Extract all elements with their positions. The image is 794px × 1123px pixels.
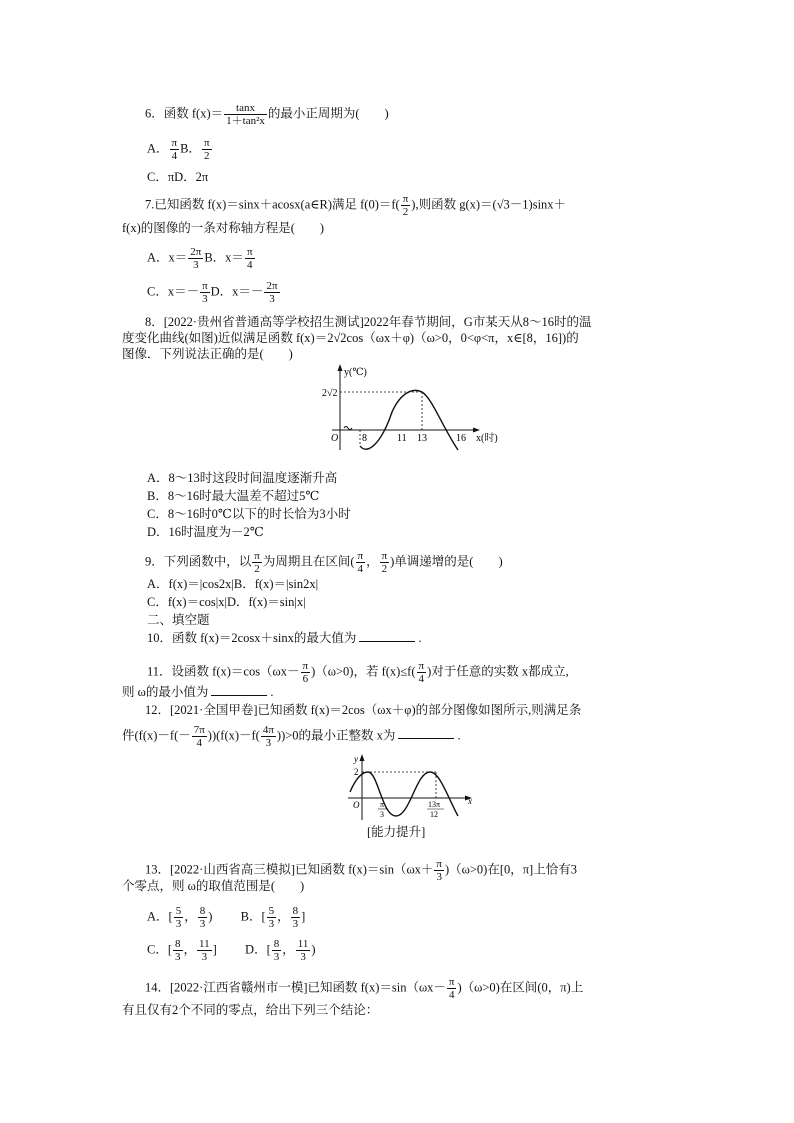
frac bbox=[291, 905, 301, 930]
q12-prefix: 件(f(x)－f(－ bbox=[122, 728, 191, 743]
y-axis-label: y(℃) bbox=[344, 367, 367, 378]
frac-den: 4 bbox=[357, 563, 364, 575]
q14-line1 bbox=[145, 976, 583, 1001]
q6-options-cd: C．πD．2π bbox=[147, 170, 209, 184]
frac-num: 8 bbox=[199, 905, 206, 917]
frac-num: 8 bbox=[273, 938, 280, 950]
q6-frac-num: tanx bbox=[224, 102, 267, 115]
q13-line2: 个零点，则 ω的取值范围是( ) bbox=[122, 879, 305, 893]
frac-den: 4 bbox=[448, 989, 455, 1001]
frac-num: 11 bbox=[297, 938, 309, 950]
cosine-curve bbox=[350, 772, 458, 816]
x-tick-11: 11 bbox=[397, 433, 407, 444]
q7-option-a: A．x＝ bbox=[147, 250, 188, 265]
q6-option-a: A． bbox=[147, 141, 169, 156]
q9-interval-open: 为周期且在区间( bbox=[262, 554, 355, 569]
q14-prefix: 14．[2022·江西省赣州市一模]已知函数 f(x)＝sin（ωx－ bbox=[145, 980, 446, 995]
q6-suffix: 的最小正周期为( ) bbox=[267, 106, 389, 121]
frac-num: π bbox=[171, 137, 178, 149]
frac bbox=[197, 938, 212, 963]
q7-prefix: 7.已知函数 bbox=[145, 197, 205, 212]
frac-den: 3 bbox=[201, 951, 208, 963]
bracket: ) bbox=[311, 942, 316, 957]
q7-option-d: D．x＝－ bbox=[210, 284, 264, 299]
frac bbox=[188, 246, 203, 271]
origin-label: O bbox=[353, 800, 360, 810]
q7-g-function: g(x)＝(√3－1)sinx＋ bbox=[459, 197, 567, 212]
x-tick-13pi12-num: 13π bbox=[428, 800, 441, 809]
q12-mid: ))(f(x)－f( bbox=[207, 728, 260, 743]
frac bbox=[380, 550, 390, 575]
frac bbox=[417, 660, 427, 685]
q13-prefix: 13．[2022·山西省高三模拟]已知函数 f(x)＝sin（ωx＋ bbox=[145, 862, 434, 877]
frac bbox=[301, 660, 311, 685]
frac bbox=[447, 976, 457, 1001]
y-tick-max: 2√2 bbox=[322, 388, 338, 399]
q6-stem bbox=[145, 102, 389, 127]
bracket: ) bbox=[208, 909, 213, 924]
ability-heading: [能力提升] bbox=[367, 825, 426, 839]
q14-suffix: )（ω>0)在区间(0，π)上 bbox=[457, 980, 584, 995]
q9-options-ab: A．f(x)＝|cos2x|B．f(x)＝|sin2x| bbox=[147, 577, 319, 591]
q13-suffix: )（ω>0)在[0，π]上恰有3 bbox=[444, 862, 577, 877]
frac bbox=[173, 938, 183, 963]
frac-num: π bbox=[448, 976, 455, 988]
q11-line1 bbox=[147, 660, 569, 685]
q7-condition: f(x)＝sinx＋acosx(a∈R)满足 bbox=[207, 197, 358, 212]
frac-den: 3 bbox=[175, 918, 182, 930]
frac-den: 4 bbox=[418, 673, 425, 685]
q7-options-ab bbox=[147, 246, 256, 271]
frac-num: 8 bbox=[175, 938, 181, 950]
q8-option-b: B．8～16时最大温差不超过5℃ bbox=[147, 489, 320, 503]
q11-answer-blank[interactable] bbox=[211, 684, 267, 696]
q11-mid: )（ω>0)，若 f(x)≤f( bbox=[311, 664, 416, 679]
q10 bbox=[147, 630, 422, 646]
frac-den: 3 bbox=[269, 293, 275, 305]
frac bbox=[272, 938, 282, 963]
y-tick-2: 2 bbox=[354, 767, 359, 777]
frac-num: 5 bbox=[175, 905, 182, 917]
frac bbox=[267, 905, 277, 930]
frac-num: π bbox=[418, 660, 425, 672]
frac bbox=[356, 550, 366, 575]
frac bbox=[192, 724, 207, 749]
q12-answer-blank[interactable] bbox=[398, 727, 454, 739]
frac bbox=[434, 858, 444, 883]
q6-option-b: B． bbox=[180, 141, 201, 156]
q7-frac bbox=[401, 193, 411, 218]
q13-options-ab: A．[ $\frac{5}{3}$ ， $\frac{8}{3}$ ) B．[ $\frac{5}{3}$ ， $\frac{8}{3}$ ] bbox=[147, 905, 306, 930]
q13-options-cd: C．[ $\frac{8}{3}$ ， $\frac{11}{3}$ ] D．[ $\frac{8}{3}$ ， $\frac{11}{3}$ ) bbox=[147, 938, 316, 963]
q7-option-b: B．x＝ bbox=[204, 250, 244, 265]
q11-line2 bbox=[122, 684, 273, 700]
q12-line2 bbox=[122, 724, 461, 749]
frac-den: 3 bbox=[265, 737, 272, 749]
frac-num: 4π bbox=[262, 724, 274, 736]
frac-num: π bbox=[436, 858, 442, 870]
q6-prefix: 6．函数 bbox=[145, 106, 189, 121]
frac-den: 3 bbox=[202, 293, 208, 305]
frac-den: 4 bbox=[246, 259, 253, 271]
q9-options-cd: C．f(x)＝cos|x|D．f(x)＝sin|x| bbox=[147, 595, 306, 609]
frac bbox=[261, 724, 276, 749]
q11-question: 则 ω的最小值为 bbox=[122, 685, 209, 699]
q6-option-a-frac bbox=[170, 137, 180, 162]
q7-mid: ),则函数 bbox=[411, 197, 457, 212]
frac-den: 2 bbox=[402, 206, 409, 218]
frac-num: 7π bbox=[193, 724, 205, 736]
q8-line2: 度变化曲线(如图)近似满足函数 f(x)＝2√2cos（ωx＋φ)（ω>0，0<φ<π，x∈[8，16])的 bbox=[122, 331, 579, 345]
frac-den: 3 bbox=[436, 871, 442, 883]
frac-den: 3 bbox=[300, 951, 306, 963]
frac bbox=[174, 905, 184, 930]
q11-end: . bbox=[270, 685, 274, 699]
q13-option-c: C．[ bbox=[147, 942, 173, 957]
frac-den: 2 bbox=[381, 563, 388, 575]
frac bbox=[264, 280, 279, 305]
frac-den: 4 bbox=[196, 737, 203, 749]
frac-den: 3 bbox=[292, 918, 299, 930]
q8-line1: 8．[2022·贵州省普通高等学校招生测试]2022年春节期间，G市某天从8～16时的温 bbox=[145, 315, 592, 329]
q8-option-c: C．8～16时0℃以下的时长恰为3小时 bbox=[147, 507, 351, 521]
x-tick-16: 16 bbox=[456, 433, 466, 444]
frac-den: 3 bbox=[199, 918, 206, 930]
y-axis-label: y bbox=[354, 754, 358, 764]
q11-prefix: 11．设函数 f(x)＝cos（ωx－ bbox=[147, 664, 300, 679]
q6-options-ab bbox=[147, 137, 213, 162]
frac-num: π bbox=[302, 660, 309, 672]
frac-den: 4 bbox=[171, 150, 178, 162]
frac-num: 2π bbox=[266, 280, 278, 292]
frac bbox=[252, 550, 262, 575]
bracket: ] bbox=[212, 942, 217, 957]
frac bbox=[198, 905, 208, 930]
q7-f0: f(0)＝f( bbox=[360, 197, 400, 212]
frac-num: π bbox=[357, 550, 364, 562]
frac-num: π bbox=[381, 550, 388, 562]
q6-frac-den: 1＋tan²x bbox=[226, 115, 265, 127]
frac bbox=[296, 938, 311, 963]
q12-suffix: ))>0的最小正整数 x为 bbox=[276, 728, 396, 743]
origin-label: O bbox=[331, 433, 339, 444]
frac-den: 3 bbox=[175, 951, 181, 963]
q8-option-a: A．8～13时这段时间温度逐渐升高 bbox=[147, 471, 338, 485]
frac-num: π bbox=[254, 550, 260, 562]
q9-stem: 9．下列函数中，以 $\frac{\pi}{2}$ 为周期且在区间( $\frac{\pi}{4}$ ， $\frac{\pi}{2}$ )单调递增的是( ) bbox=[145, 550, 503, 575]
q8-temperature-graph bbox=[318, 362, 508, 452]
q7-line2: f(x)的图像的一条对称轴方程是( ) bbox=[122, 221, 325, 235]
q13-option-a: A．[ bbox=[147, 909, 173, 924]
q6-fraction bbox=[224, 102, 267, 127]
y-axis-arrow bbox=[338, 364, 343, 371]
frac-den: 6 bbox=[302, 673, 309, 685]
frac-den: 3 bbox=[268, 918, 275, 930]
x-tick-pi3-den: 3 bbox=[380, 810, 384, 819]
q7-options-cd bbox=[147, 280, 281, 305]
x-tick-8: 8 bbox=[362, 433, 367, 444]
q10-end: . bbox=[418, 631, 422, 645]
q14-line2: 有且仅有2个不同的零点，给出下列三个结论： bbox=[122, 1003, 379, 1017]
q6-option-b-frac bbox=[202, 137, 212, 162]
frac-num: π bbox=[246, 246, 253, 258]
q8-option-d: D．16时温度为－2℃ bbox=[147, 525, 264, 539]
q12-cosine-graph bbox=[340, 752, 480, 822]
x-axis-arrow bbox=[473, 428, 480, 433]
frac bbox=[245, 246, 255, 271]
y-axis-arrow bbox=[360, 754, 365, 761]
q13-option-d: D．[ bbox=[245, 942, 271, 957]
q12-end: . bbox=[457, 728, 461, 743]
q10-answer-blank[interactable] bbox=[359, 630, 415, 642]
q7-line1 bbox=[145, 193, 566, 218]
q12-line1: 12．[2021·全国甲卷]已知函数 f(x)＝2cos（ωx＋φ)的部分图像如图所示,则满足条 bbox=[145, 703, 582, 717]
frac-num: 2π bbox=[190, 246, 202, 258]
q9-prefix: 9．下列函数中，以 bbox=[145, 554, 252, 569]
frac-num: π bbox=[402, 193, 409, 205]
frac-den: 3 bbox=[193, 259, 199, 271]
frac bbox=[200, 280, 210, 305]
x-axis-label: x(时) bbox=[476, 433, 498, 444]
frac-num: 5 bbox=[268, 905, 275, 917]
section-fill-in: 二、填空题 bbox=[147, 613, 210, 627]
q9-suffix: )单调递增的是( ) bbox=[390, 554, 503, 569]
axis-break bbox=[344, 427, 352, 430]
frac-den: 2 bbox=[203, 150, 210, 162]
frac-num: 8 bbox=[292, 905, 299, 917]
q7-option-c: C．x＝－ bbox=[147, 284, 200, 299]
bracket: ] bbox=[301, 909, 306, 924]
frac-den: 2 bbox=[254, 563, 260, 575]
x-axis-label: x bbox=[468, 796, 472, 806]
q10-text: 10．函数 f(x)＝2cosx＋sinx的最大值为 bbox=[147, 631, 357, 645]
frac-den: 3 bbox=[273, 951, 280, 963]
frac-num: π bbox=[203, 137, 210, 149]
q13-option-b: B．[ bbox=[240, 909, 266, 924]
x-tick-pi3-num: π bbox=[380, 800, 385, 809]
frac-num: π bbox=[202, 280, 208, 292]
q11-suffix: )对于任意的实数 x都成立, bbox=[427, 664, 569, 679]
q8-line3: 图像．下列说法正确的是( ) bbox=[122, 347, 293, 361]
x-tick-13: 13 bbox=[417, 433, 427, 444]
frac-num: 11 bbox=[199, 938, 210, 950]
x-tick-13pi12-den: 12 bbox=[430, 810, 438, 819]
q6-function: f(x)＝ bbox=[191, 106, 224, 121]
temperature-curve bbox=[360, 390, 458, 450]
